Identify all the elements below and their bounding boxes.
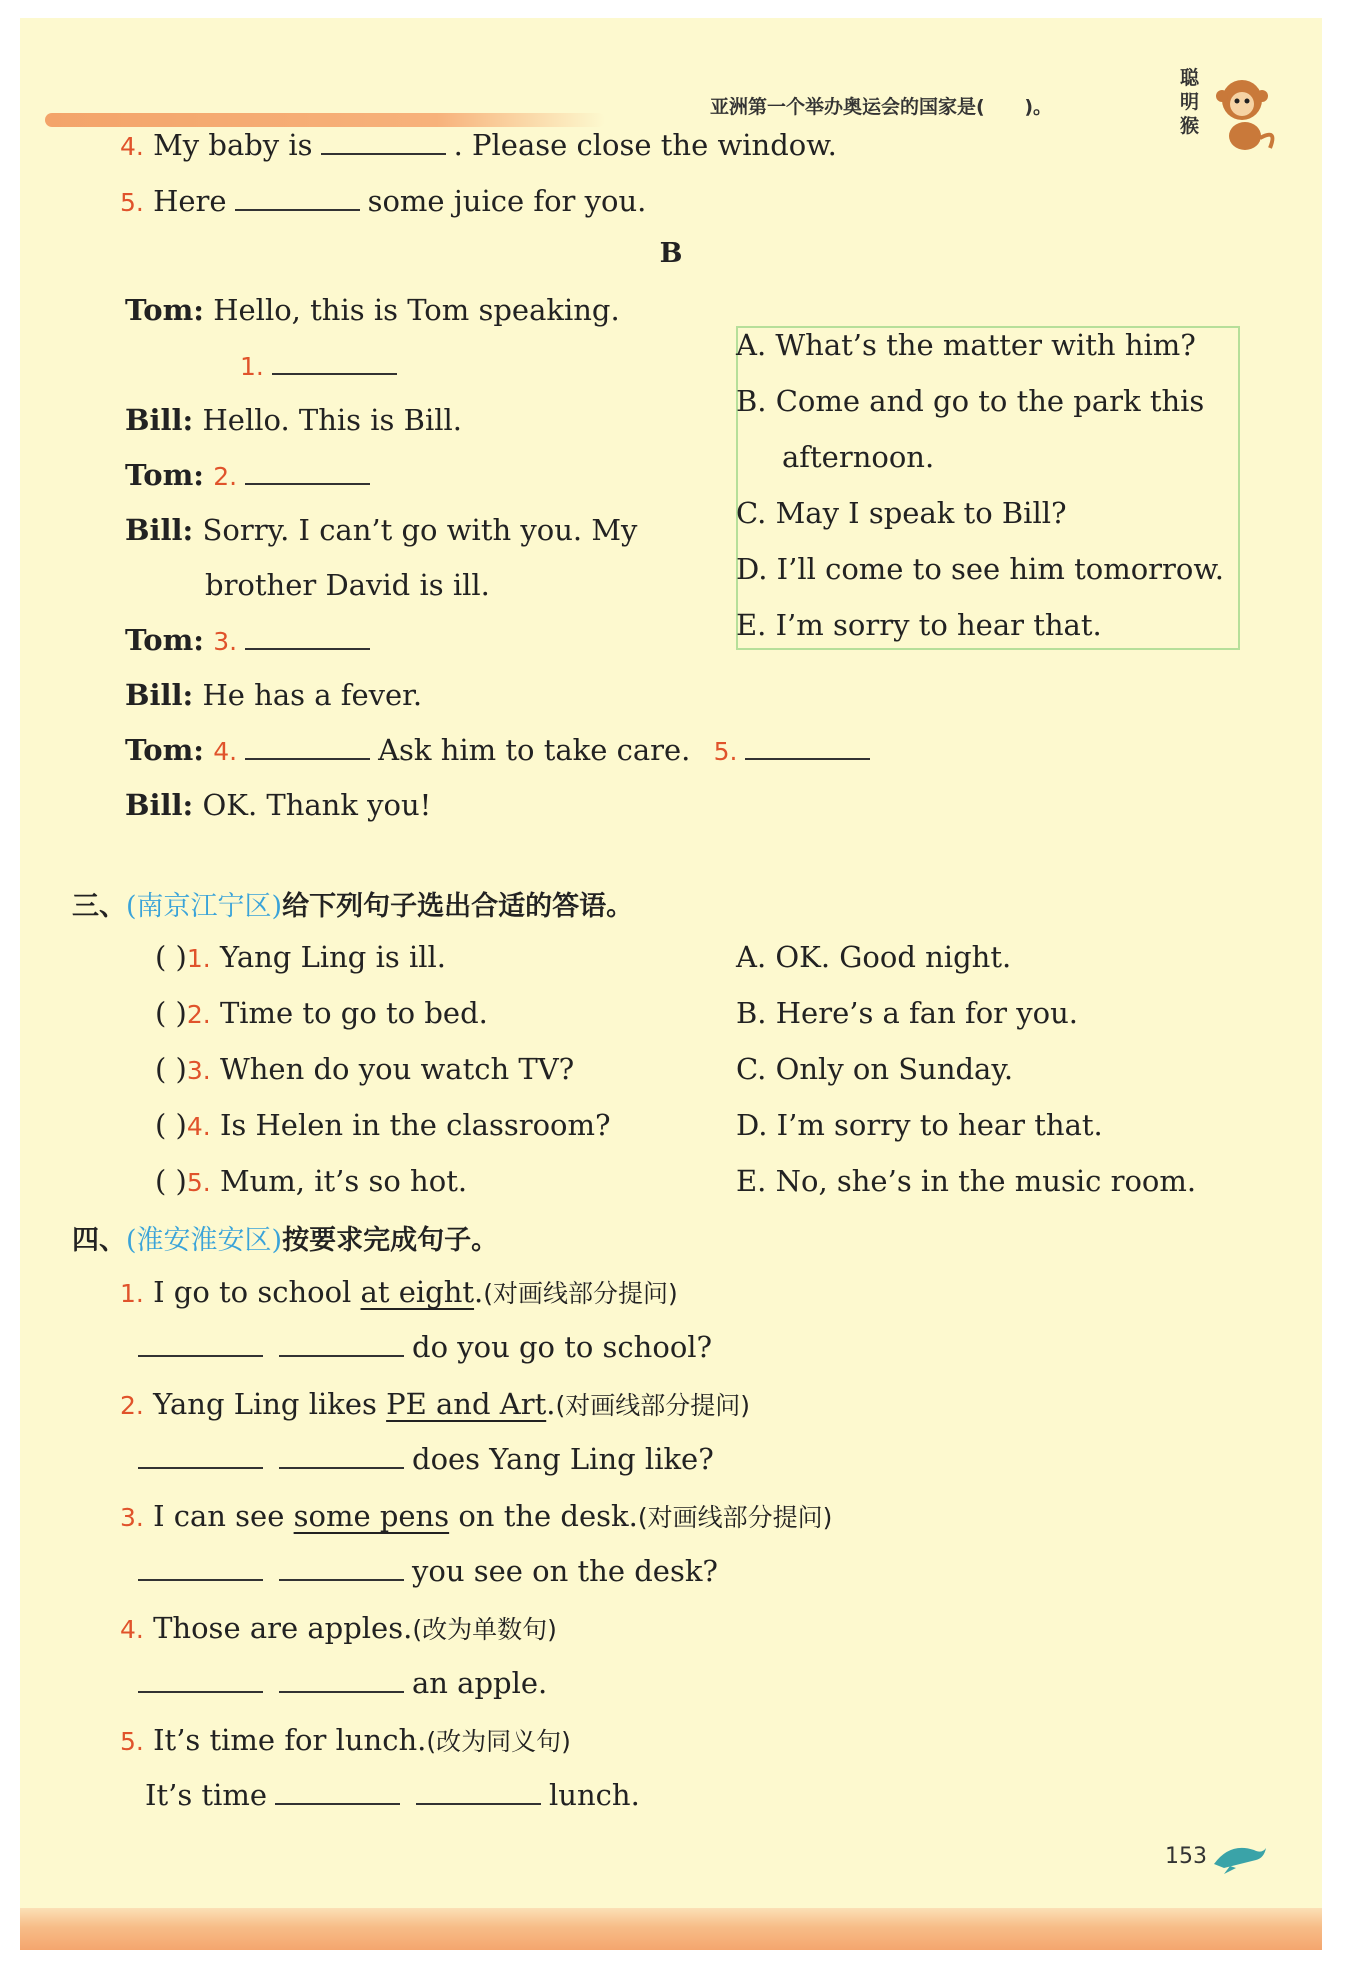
answer-paren[interactable]: ( ): [155, 1108, 187, 1142]
matching-question-2: ( )2. Time to go to bed.: [155, 996, 488, 1030]
answer-blank[interactable]: [279, 1555, 404, 1581]
rewrite-item-1: 1. I go to school at eight.(对画线部分提问): [120, 1275, 678, 1309]
matching-answer-a: A. OK. Good night.: [736, 940, 1012, 974]
matching-answer-d: D. I’m sorry to hear that.: [736, 1108, 1103, 1142]
matching-question-1: ( )1. Yang Ling is ill.: [155, 940, 446, 974]
answer-blank[interactable]: [321, 129, 446, 155]
answer-blank[interactable]: [138, 1555, 263, 1581]
matching-question-3: ( )3. When do you watch TV?: [155, 1052, 575, 1086]
page-number: 153: [1165, 1844, 1207, 1869]
answer-blank[interactable]: [275, 1779, 400, 1805]
dialogue-line: Tom: 2.: [125, 458, 378, 492]
option-b-cont: afternoon.: [782, 440, 935, 474]
header-trivia: 亚洲第一个举办奥运会的国家是( )。: [710, 96, 1053, 118]
answer-paren[interactable]: ( ): [155, 940, 187, 974]
matching-answer-e: E. No, she’s in the music room.: [736, 1164, 1197, 1198]
dialogue-line: Tom: 3.: [125, 623, 378, 657]
matching-answer-c: C. Only on Sunday.: [736, 1052, 1014, 1086]
answer-paren[interactable]: ( ): [155, 1052, 187, 1086]
rewrite-answer-1: do you go to school?: [130, 1330, 712, 1364]
matching-question-4: ( )4. Is Helen in the classroom?: [155, 1108, 611, 1142]
option-b: B. Come and go to the park this: [736, 384, 1205, 418]
answer-blank[interactable]: [245, 624, 370, 650]
logo-text: 聪明猴: [1180, 67, 1200, 137]
answer-blank[interactable]: [279, 1443, 404, 1469]
answer-blank[interactable]: [272, 349, 397, 375]
option-e: E. I’m sorry to hear that.: [736, 608, 1102, 642]
answer-blank[interactable]: [138, 1331, 263, 1357]
rewrite-answer-5: It’s time lunch.: [145, 1778, 640, 1812]
footer-bar: [20, 1908, 1322, 1950]
answer-blank[interactable]: [138, 1667, 263, 1693]
answer-blank[interactable]: [745, 734, 870, 760]
dialogue-line: Bill: Sorry. I can’t go with you. My: [125, 513, 638, 547]
rewrite-item-5: 5. It’s time for lunch.(改为同义句): [120, 1723, 571, 1757]
dialogue-line: Tom: 4. Ask him to take care. 5.: [125, 733, 878, 767]
answer-blank[interactable]: [245, 459, 370, 485]
underlined-phrase: PE and Art: [386, 1387, 547, 1421]
part-b-label: B: [659, 238, 683, 269]
part-a-item-4: 4. My baby is . Please close the window.: [120, 128, 837, 162]
matching-answer-b: B. Here’s a fan for you.: [736, 996, 1078, 1030]
underlined-phrase: at eight: [360, 1275, 475, 1309]
dialogue-line: Bill: OK. Thank you!: [125, 788, 432, 822]
answer-blank[interactable]: [235, 185, 360, 211]
workbook-page: [20, 18, 1322, 1950]
underlined-phrase: some pens: [293, 1499, 450, 1533]
answer-blank[interactable]: [245, 734, 370, 760]
rewrite-item-3: 3. I can see some pens on the desk.(对画线部分提问): [120, 1499, 833, 1533]
dialogue-line: Bill: He has a fever.: [125, 678, 423, 712]
section-4-title: 四、(淮安淮安区)按要求完成句子。: [72, 1225, 499, 1256]
option-c: C. May I speak to Bill?: [736, 496, 1067, 530]
answer-blank[interactable]: [416, 1779, 541, 1805]
dialogue-line: Bill: Hello. This is Bill.: [125, 403, 463, 437]
dialogue-line: Tom: Hello, this is Tom speaking.: [125, 293, 620, 327]
answer-paren[interactable]: ( ): [155, 996, 187, 1030]
dialogue-line: 1.: [240, 348, 405, 382]
header-bar: [45, 113, 605, 127]
rewrite-item-2: 2. Yang Ling likes PE and Art.(对画线部分提问): [120, 1387, 750, 1421]
dolphin-icon: [1210, 1836, 1270, 1876]
rewrite-item-4: 4. Those are apples.(改为单数句): [120, 1611, 557, 1645]
answer-blank[interactable]: [138, 1443, 263, 1469]
options-box: [736, 326, 1240, 650]
section-3-title: 三、(南京江宁区)给下列句子选出合适的答语。: [72, 891, 634, 922]
rewrite-answer-3: you see on the desk?: [130, 1554, 718, 1588]
matching-question-5: ( )5. Mum, it’s so hot.: [155, 1164, 468, 1198]
rewrite-answer-2: does Yang Ling like?: [130, 1442, 714, 1476]
rewrite-answer-4: an apple.: [130, 1666, 547, 1700]
answer-paren[interactable]: ( ): [155, 1164, 187, 1198]
answer-blank[interactable]: [279, 1667, 404, 1693]
dialogue-line: brother David is ill.: [205, 568, 490, 602]
option-a: A. What’s the matter with him?: [736, 328, 1196, 362]
part-a-item-5: 5. Here some juice for you.: [120, 184, 647, 218]
answer-blank[interactable]: [279, 1331, 404, 1357]
option-d: D. I’ll come to see him tomorrow.: [736, 552, 1224, 586]
